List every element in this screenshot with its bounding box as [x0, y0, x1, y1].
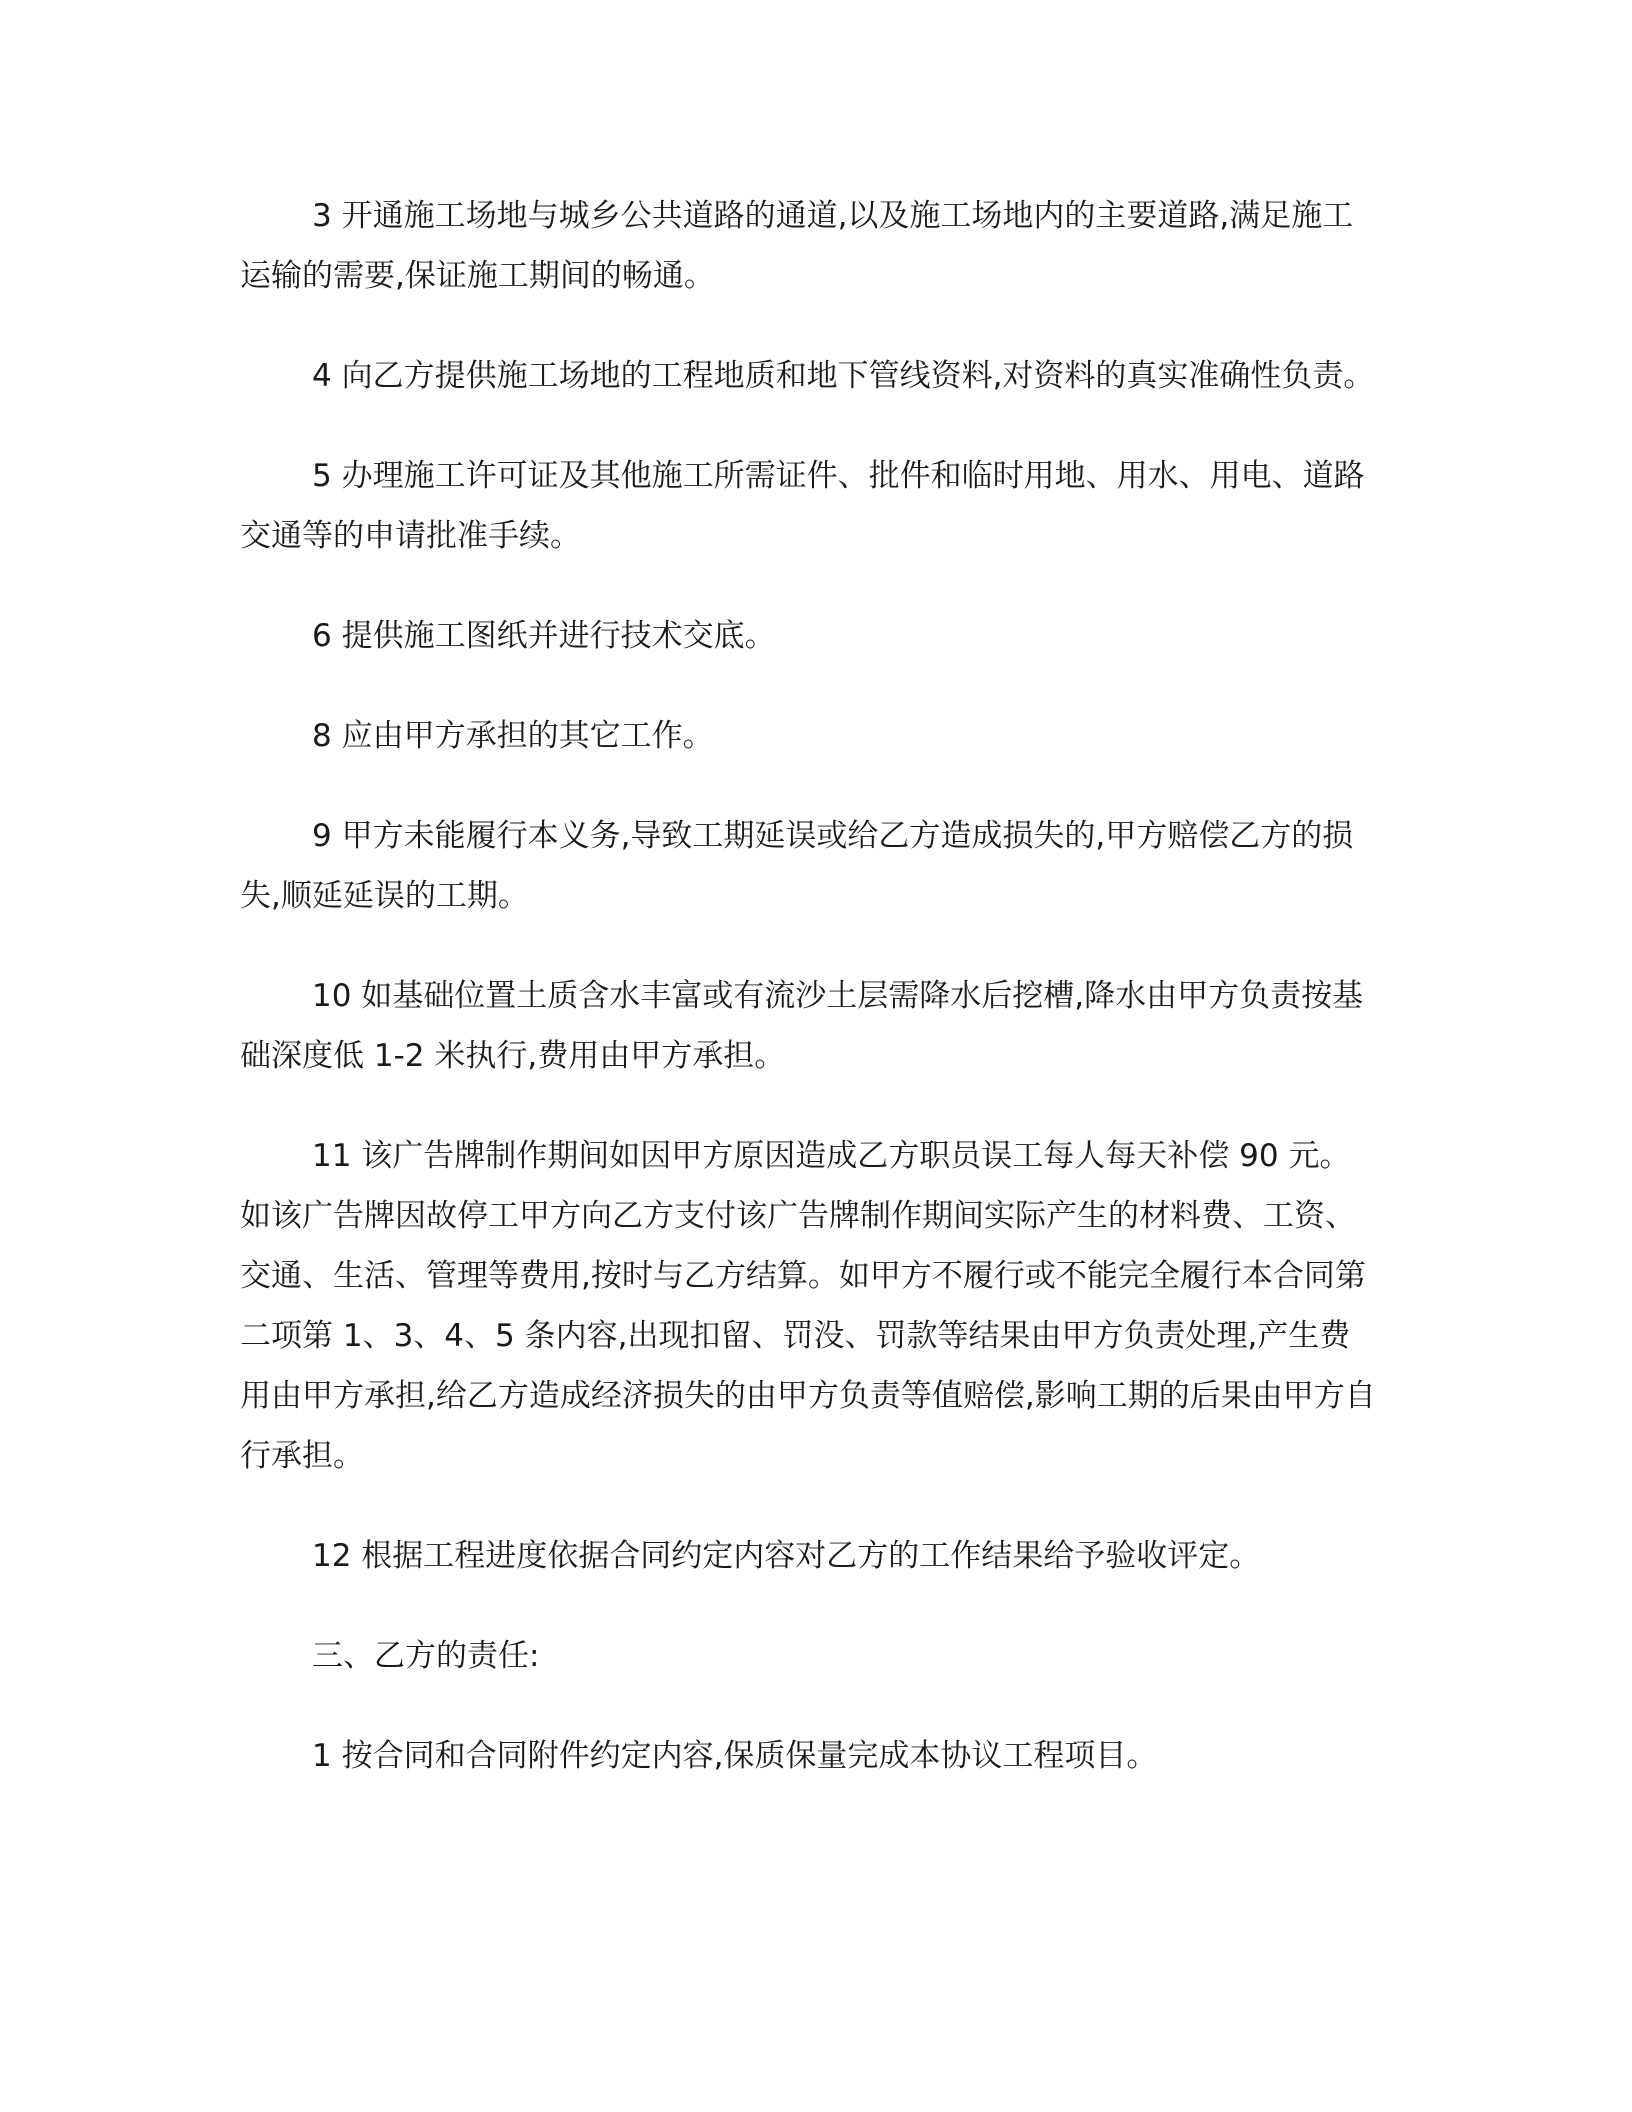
clause-10: 10 如基础位置土质含水丰富或有流沙土层需降水后挖槽,降水由甲方负责按基础深度低 1-2 米执行,费用由甲方承担。	[240, 978, 1364, 1074]
party-b-clause-1: 1 按合同和合同附件约定内容,保质保量完成本协议工程项目。	[312, 1738, 1158, 1774]
clause-3: 3 开通施工场地与城乡公共道路的通道,以及施工场地内的主要道路,满足施工运输的需要,保证施工期间的畅通。	[240, 198, 1354, 294]
clause-12: 12 根据工程进度依据合同约定内容对乙方的工作结果给予验收评定。	[312, 1538, 1261, 1574]
clause-6: 6 提供施工图纸并进行技术交底。	[312, 618, 776, 654]
clause-4: 4 向乙方提供施工场地的工程地质和地下管线资料,对资料的真实准确性负责。	[312, 358, 1375, 394]
document-body	[240, 186, 1380, 1826]
clause-11: 11 该广告牌制作期间如因甲方原因造成乙方职员误工每人每天补偿 90 元。如该广告牌因故停工甲方向乙方支付该广告牌制作期间实际产生的材料费、工资、交通、生活、管理等费用,按时与乙方结算。如甲方不履行或不能完全履行本合同第二项第 1、3、4、5 条内容,出现扣留、罚没、罚款等结果由甲方负责处理,产生费用由甲方承担,给乙方造成经济损失的由甲方负责等值赔偿,影响工期的后果由甲方自行承担。	[240, 1138, 1376, 1474]
section-heading-party-b: 三、乙方的责任:	[312, 1638, 540, 1674]
clause-9: 9 甲方未能履行本义务,导致工期延误或给乙方造成损失的,甲方赔偿乙方的损失,顺延延误的工期。	[240, 818, 1354, 914]
clause-5: 5 办理施工许可证及其他施工所需证件、批件和临时用地、用水、用电、道路交通等的申请批准手续。	[240, 458, 1365, 554]
clause-8: 8 应由甲方承担的其它工作。	[312, 718, 714, 754]
